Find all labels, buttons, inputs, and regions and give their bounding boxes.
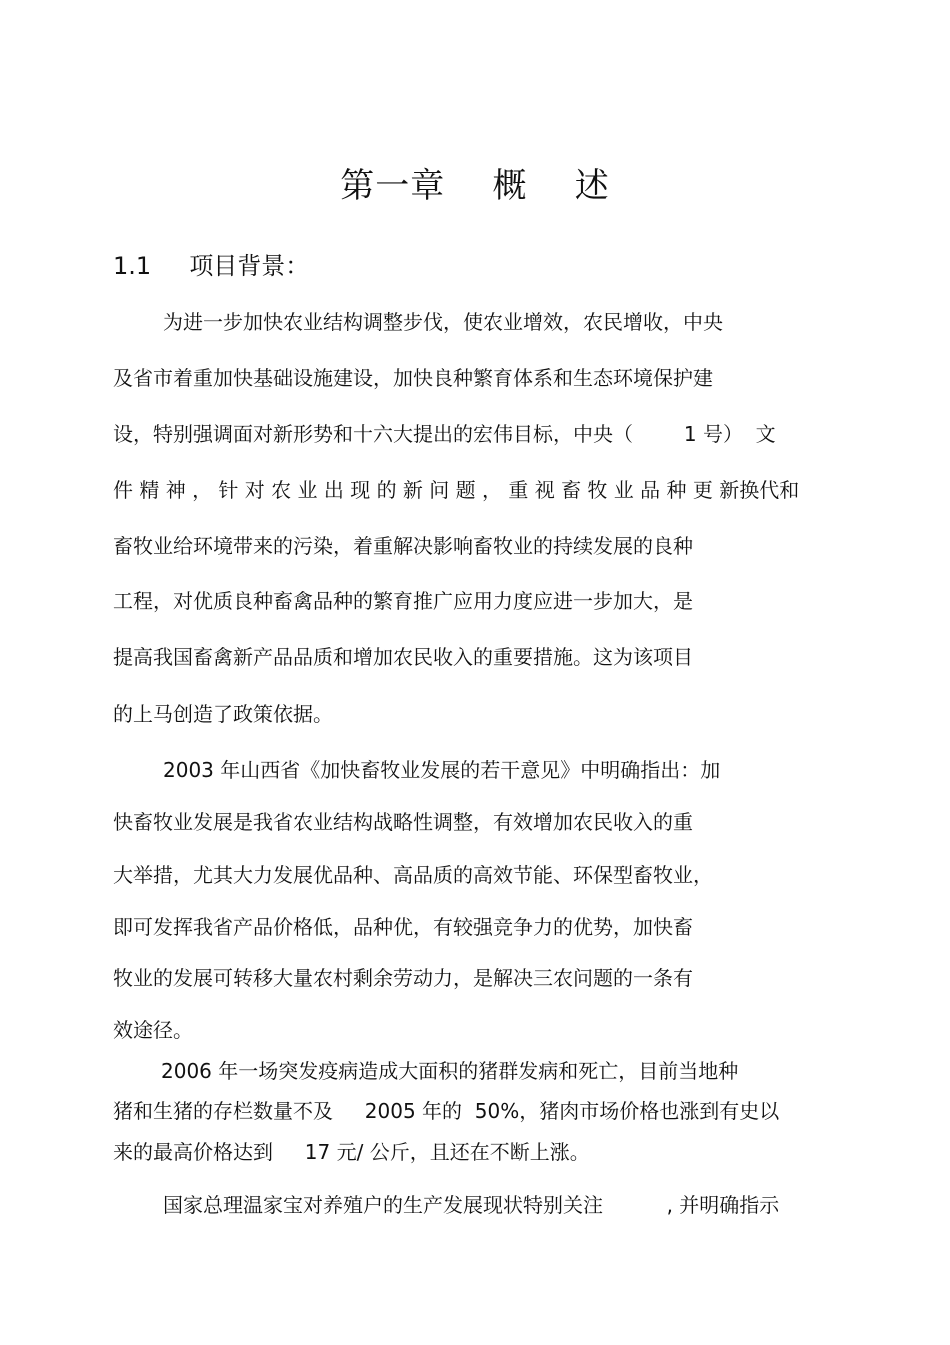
paragraph-line: 及省市着重加快基础设施建设，加快良种繁育体系和生态环境保护建 — [113, 366, 713, 390]
paragraph-line: 畜牧业给环境带来的污染，着重解决影响畜牧业的持续发展的良种 — [113, 534, 693, 558]
paragraph-line: 2003 年山西省《加快畜牧业发展的若干意见》中明确指出：加 — [163, 758, 721, 782]
paragraph-line: 为进一步加快农业结构调整步伐，使农业增效，农民增收，中央 — [163, 310, 723, 334]
paragraph-line: 国家总理温家宝对养殖户的生产发展现状特别关注 , 并明确指示 — [163, 1193, 780, 1217]
paragraph-line: 快畜牧业发展是我省农业结构战略性调整，有效增加农民收入的重 — [113, 810, 693, 834]
paragraph-line: 牧业的发展可转移大量农村剩余劳动力，是解决三农问题的一条有 — [113, 966, 693, 990]
paragraph-line: 设，特别强调面对新形势和十六大提出的宏伟目标，中央（ 1 号） 文 — [113, 422, 776, 446]
paragraph-line: 2006 年一场突发疫病造成大面积的猪群发病和死亡，目前当地种 — [161, 1059, 739, 1083]
paragraph-line: 提高我国畜禽新产品品质和增加农民收入的重要措施。这为该项目 — [113, 645, 693, 669]
paragraph-line: 效途径。 — [113, 1018, 193, 1042]
chapter-title: 第一章 概 述 — [340, 166, 610, 206]
paragraph-line: 来的最高价格达到 17 元/ 公斤，且还在不断上涨。 — [113, 1140, 590, 1164]
paragraph-line: 工程，对优质良种畜禽品种的繁育推广应用力度应进一步加大，是 — [113, 589, 693, 613]
paragraph-line: 大举措，尤其大力发展优品种、高品质的高效节能、环保型畜牧业， — [113, 863, 713, 887]
paragraph-line: 的上马创造了政策依据。 — [113, 702, 333, 726]
section-heading: 1.1 项目背景： — [113, 252, 310, 280]
paragraph-line: 即可发挥我省产品价格低，品种优，有较强竞争力的优势，加快畜 — [113, 915, 693, 939]
paragraph-line: 猪和生猪的存栏数量不及 2005 年的 50%，猪肉市场价格也涨到有史以 — [113, 1099, 780, 1123]
paragraph-line: 件 精 神 ， 针 对 农 业 出 现 的 新 问 题 ， 重 视 畜 牧 业 品 种 更 新换代和 — [113, 478, 800, 502]
